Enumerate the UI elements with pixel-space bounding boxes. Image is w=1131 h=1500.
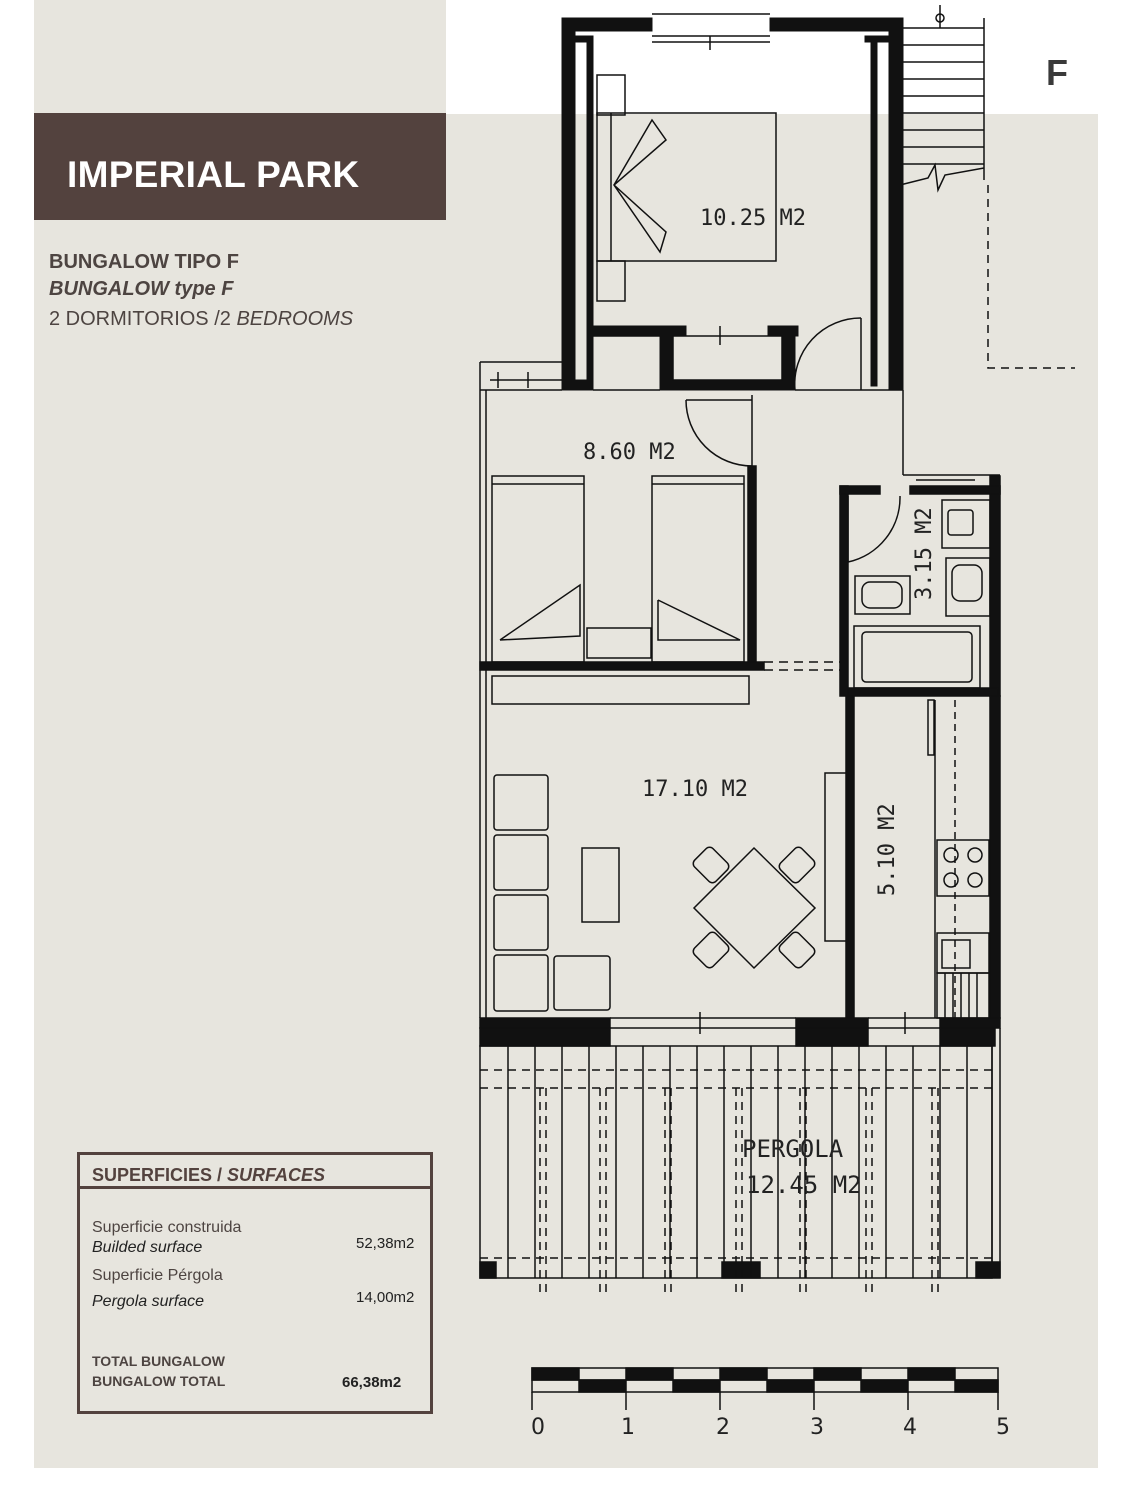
- cooktop-icon: [937, 840, 989, 896]
- pergola-grid: [480, 1028, 1000, 1292]
- pergola-name: PERGOLA: [742, 1135, 844, 1163]
- type-english: BUNGALOW type F: [49, 278, 234, 300]
- pergola-surface-label-es: Superficie Pérgola: [92, 1267, 223, 1284]
- bedroom-1-window: [652, 14, 770, 50]
- dishwasher-icon: [937, 973, 989, 1018]
- twin-bed-left-icon: [492, 476, 584, 662]
- twin-bed-right-icon: [652, 476, 744, 662]
- total-label-en: BUNGALOW TOTAL: [92, 1373, 226, 1389]
- toilet-icon: [946, 558, 990, 616]
- sideboard: [825, 773, 848, 941]
- dining-table-icon: [691, 845, 817, 970]
- front-wall: [480, 1012, 1000, 1046]
- type-badge-letter: F: [1046, 52, 1068, 93]
- surfaces-title-en: SURFACES: [227, 1165, 326, 1185]
- bedroom-1-area: 10.25 M2: [700, 206, 806, 231]
- scale-tick-3: 3: [810, 1415, 824, 1440]
- total-value: 66,38m2: [342, 1374, 402, 1391]
- bathroom-area: 3.15 M2: [912, 507, 937, 600]
- sink-icon: [937, 933, 989, 973]
- scale-tick-1: 1: [621, 1415, 635, 1440]
- bedroom-2-area: 8.60 M2: [583, 440, 676, 465]
- pergola-surface-label-en: Pergola surface: [92, 1293, 205, 1310]
- kitchen-area: 5.10 M2: [875, 803, 900, 896]
- bedrooms-spanish: 2 DORMITORIOS /2: [49, 308, 231, 330]
- scale-tick-0: 0: [531, 1415, 545, 1440]
- total-label-es: TOTAL BUNGALOW: [92, 1353, 225, 1369]
- bidet-icon: [855, 576, 910, 614]
- wardrobe: [492, 676, 749, 704]
- outline-dashed: [988, 185, 1075, 368]
- built-surface-label-es: Superficie construida: [92, 1219, 242, 1236]
- nightstand: [587, 628, 651, 658]
- built-surface-label-en: Builded surface: [92, 1239, 203, 1256]
- scale-tick-2: 2: [716, 1415, 730, 1440]
- scale-tick-4: 4: [903, 1415, 917, 1440]
- bedrooms-english: BEDROOMS: [236, 308, 354, 330]
- coffee-table: [582, 848, 619, 922]
- bathroom-door: [848, 496, 900, 562]
- surfaces-table: [77, 1152, 433, 1414]
- pergola-surface-value: 14,00m2: [356, 1289, 415, 1306]
- sofa-icon: [494, 775, 610, 1011]
- project-title: IMPERIAL PARK: [67, 154, 360, 195]
- kitchen-counter: [928, 700, 955, 1018]
- surfaces-header: [80, 1155, 430, 1189]
- washbasin-icon: [942, 500, 990, 548]
- bedroom-2-door: [686, 395, 752, 466]
- double-bed-icon: [597, 75, 776, 301]
- bedroom-1-walls: [562, 18, 903, 390]
- surfaces-title: [92, 1165, 325, 1186]
- type-spanish: BUNGALOW TIPO F: [49, 251, 239, 273]
- bedroom-1-door: [795, 318, 861, 390]
- scale-tick-5: 5: [996, 1415, 1010, 1440]
- scale-bar: [532, 1368, 998, 1410]
- built-surface-value: 52,38m2: [356, 1235, 415, 1252]
- pergola-area: 12.45 M2: [746, 1171, 862, 1199]
- bathtub-icon: [854, 626, 980, 688]
- staircase: [900, 5, 984, 190]
- surfaces-title-es: SUPERFICIES /: [92, 1165, 223, 1185]
- living-area: 17.10 M2: [642, 777, 748, 802]
